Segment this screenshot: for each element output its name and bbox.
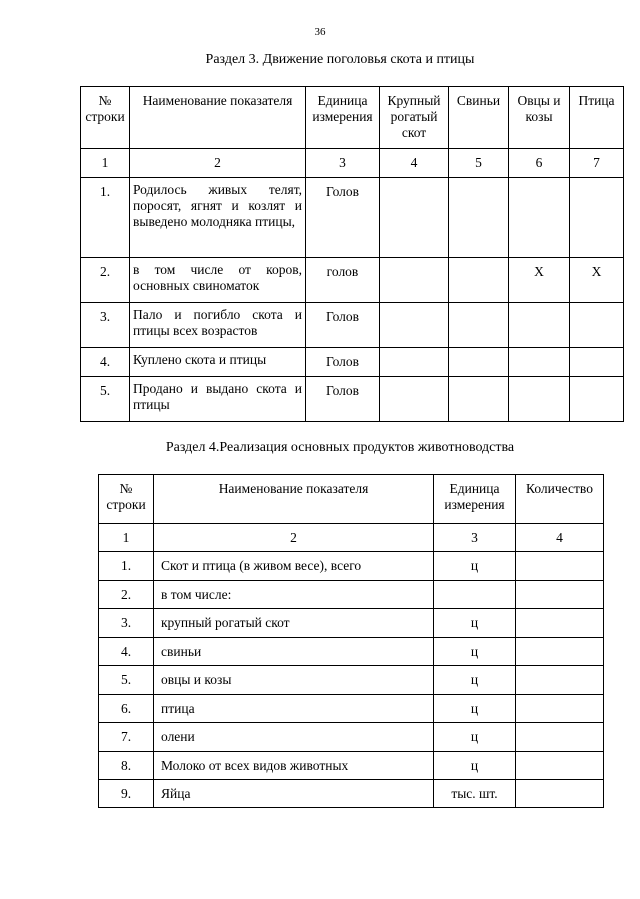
header-unit: Единица измерения [434,475,516,524]
table-row [99,638,604,666]
indicator-name: в том числе от коров, основных свиноматок [130,258,306,303]
section-4-title: Раздел 4.Реализация основных продуктов животноводства [165,440,515,455]
row-number: 5. [81,377,130,422]
table-header-row [81,87,624,149]
poultry-cell[interactable] [570,377,624,422]
col-number: 3 [434,524,516,552]
table-row [81,303,624,348]
header-row-number: № строки [81,87,130,149]
col-number: 4 [380,149,449,178]
indicator-name: олени [154,723,434,752]
quantity-cell[interactable] [516,638,604,666]
col-number: 3 [306,149,380,178]
sheep-goats-cell[interactable] [509,303,570,348]
row-number: 7. [99,723,154,752]
cattle-cell[interactable] [380,348,449,377]
row-number: 9. [99,780,154,808]
table-row [99,666,604,695]
table-row [99,752,604,780]
unit-cell: ц [434,638,516,666]
header-pigs: Свиньи [449,87,509,149]
product-sales-table [98,474,604,808]
table-row [81,258,624,303]
header-poultry: Птица [570,87,624,149]
poultry-cell: X [570,258,624,303]
cattle-cell[interactable] [380,377,449,422]
indicator-name: Молоко от всех видов животных [154,752,434,780]
unit-cell: ц [434,666,516,695]
header-indicator-name: Наименование показателя [154,475,434,524]
quantity-cell[interactable] [516,552,604,581]
header-sheep-goats: Овцы и козы [509,87,570,149]
row-number: 3. [81,303,130,348]
sheep-goats-cell[interactable] [509,377,570,422]
cattle-cell[interactable] [380,258,449,303]
livestock-movement-table [80,86,624,422]
column-number-row [81,149,624,178]
unit-cell: ц [434,695,516,723]
indicator-name: Родилось живых телят, поросят, ягнят и козлят и выведено молодняка птицы, [130,178,306,258]
quantity-cell[interactable] [516,666,604,695]
indicator-name: Продано и выдано скота и птицы [130,377,306,422]
unit-cell: Голов [306,348,380,377]
col-number: 1 [81,149,130,178]
poultry-cell[interactable] [570,178,624,258]
cattle-cell[interactable] [380,303,449,348]
section-3-title: Раздел 3. Движение поголовья скота и птицы [205,52,475,67]
table-row [99,723,604,752]
indicator-name: птица [154,695,434,723]
col-number: 5 [449,149,509,178]
sheep-goats-cell[interactable] [509,348,570,377]
quantity-cell[interactable] [516,780,604,808]
header-row-number: № строки [99,475,154,524]
col-number: 6 [509,149,570,178]
col-number: 7 [570,149,624,178]
table-row [81,348,624,377]
pigs-cell[interactable] [449,258,509,303]
table-row [99,609,604,638]
table-row [99,695,604,723]
column-number-row [99,524,604,552]
quantity-cell[interactable] [516,609,604,638]
unit-cell [434,581,516,609]
table-header-row [99,475,604,524]
row-number: 2. [81,258,130,303]
indicator-name: свиньи [154,638,434,666]
header-quantity: Количество [516,475,604,524]
indicator-name: Скот и птица (в живом весе), всего [154,552,434,581]
pigs-cell[interactable] [449,377,509,422]
pigs-cell[interactable] [449,348,509,377]
sheep-goats-cell[interactable] [509,178,570,258]
header-unit: Единица измерения [306,87,380,149]
page-number: 36 [314,26,326,38]
indicator-name: крупный рогатый скот [154,609,434,638]
quantity-cell[interactable] [516,581,604,609]
row-number: 6. [99,695,154,723]
unit-cell: Голов [306,377,380,422]
row-number: 4. [81,348,130,377]
row-number: 8. [99,752,154,780]
quantity-cell[interactable] [516,695,604,723]
poultry-cell[interactable] [570,348,624,377]
indicator-name: Пало и погибло скота и птицы всех возрастов [130,303,306,348]
col-number: 2 [154,524,434,552]
row-number: 1. [99,552,154,581]
unit-cell: ц [434,723,516,752]
row-number: 5. [99,666,154,695]
table-row [99,581,604,609]
indicator-name: овцы и козы [154,666,434,695]
row-number: 1. [81,178,130,258]
header-cattle: Крупный рогатый скот [380,87,449,149]
unit-cell: ц [434,552,516,581]
quantity-cell[interactable] [516,723,604,752]
table-row [99,552,604,581]
indicator-name: Куплено скота и птицы [130,348,306,377]
unit-cell: Голов [306,303,380,348]
quantity-cell[interactable] [516,752,604,780]
row-number: 2. [99,581,154,609]
header-indicator-name: Наименование показателя [130,87,306,149]
unit-cell: голов [306,258,380,303]
col-number: 1 [99,524,154,552]
indicator-name: Яйца [154,780,434,808]
unit-cell: Голов [306,178,380,258]
unit-cell: ц [434,752,516,780]
unit-cell: ц [434,609,516,638]
unit-cell: тыс. шт. [434,780,516,808]
table-row [99,780,604,808]
col-number: 2 [130,149,306,178]
col-number: 4 [516,524,604,552]
table-row [81,377,624,422]
row-number: 4. [99,638,154,666]
poultry-cell[interactable] [570,303,624,348]
row-number: 3. [99,609,154,638]
indicator-name: в том числе: [154,581,434,609]
pigs-cell[interactable] [449,178,509,258]
cattle-cell[interactable] [380,178,449,258]
sheep-goats-cell: X [509,258,570,303]
pigs-cell[interactable] [449,303,509,348]
table-row [81,178,624,258]
